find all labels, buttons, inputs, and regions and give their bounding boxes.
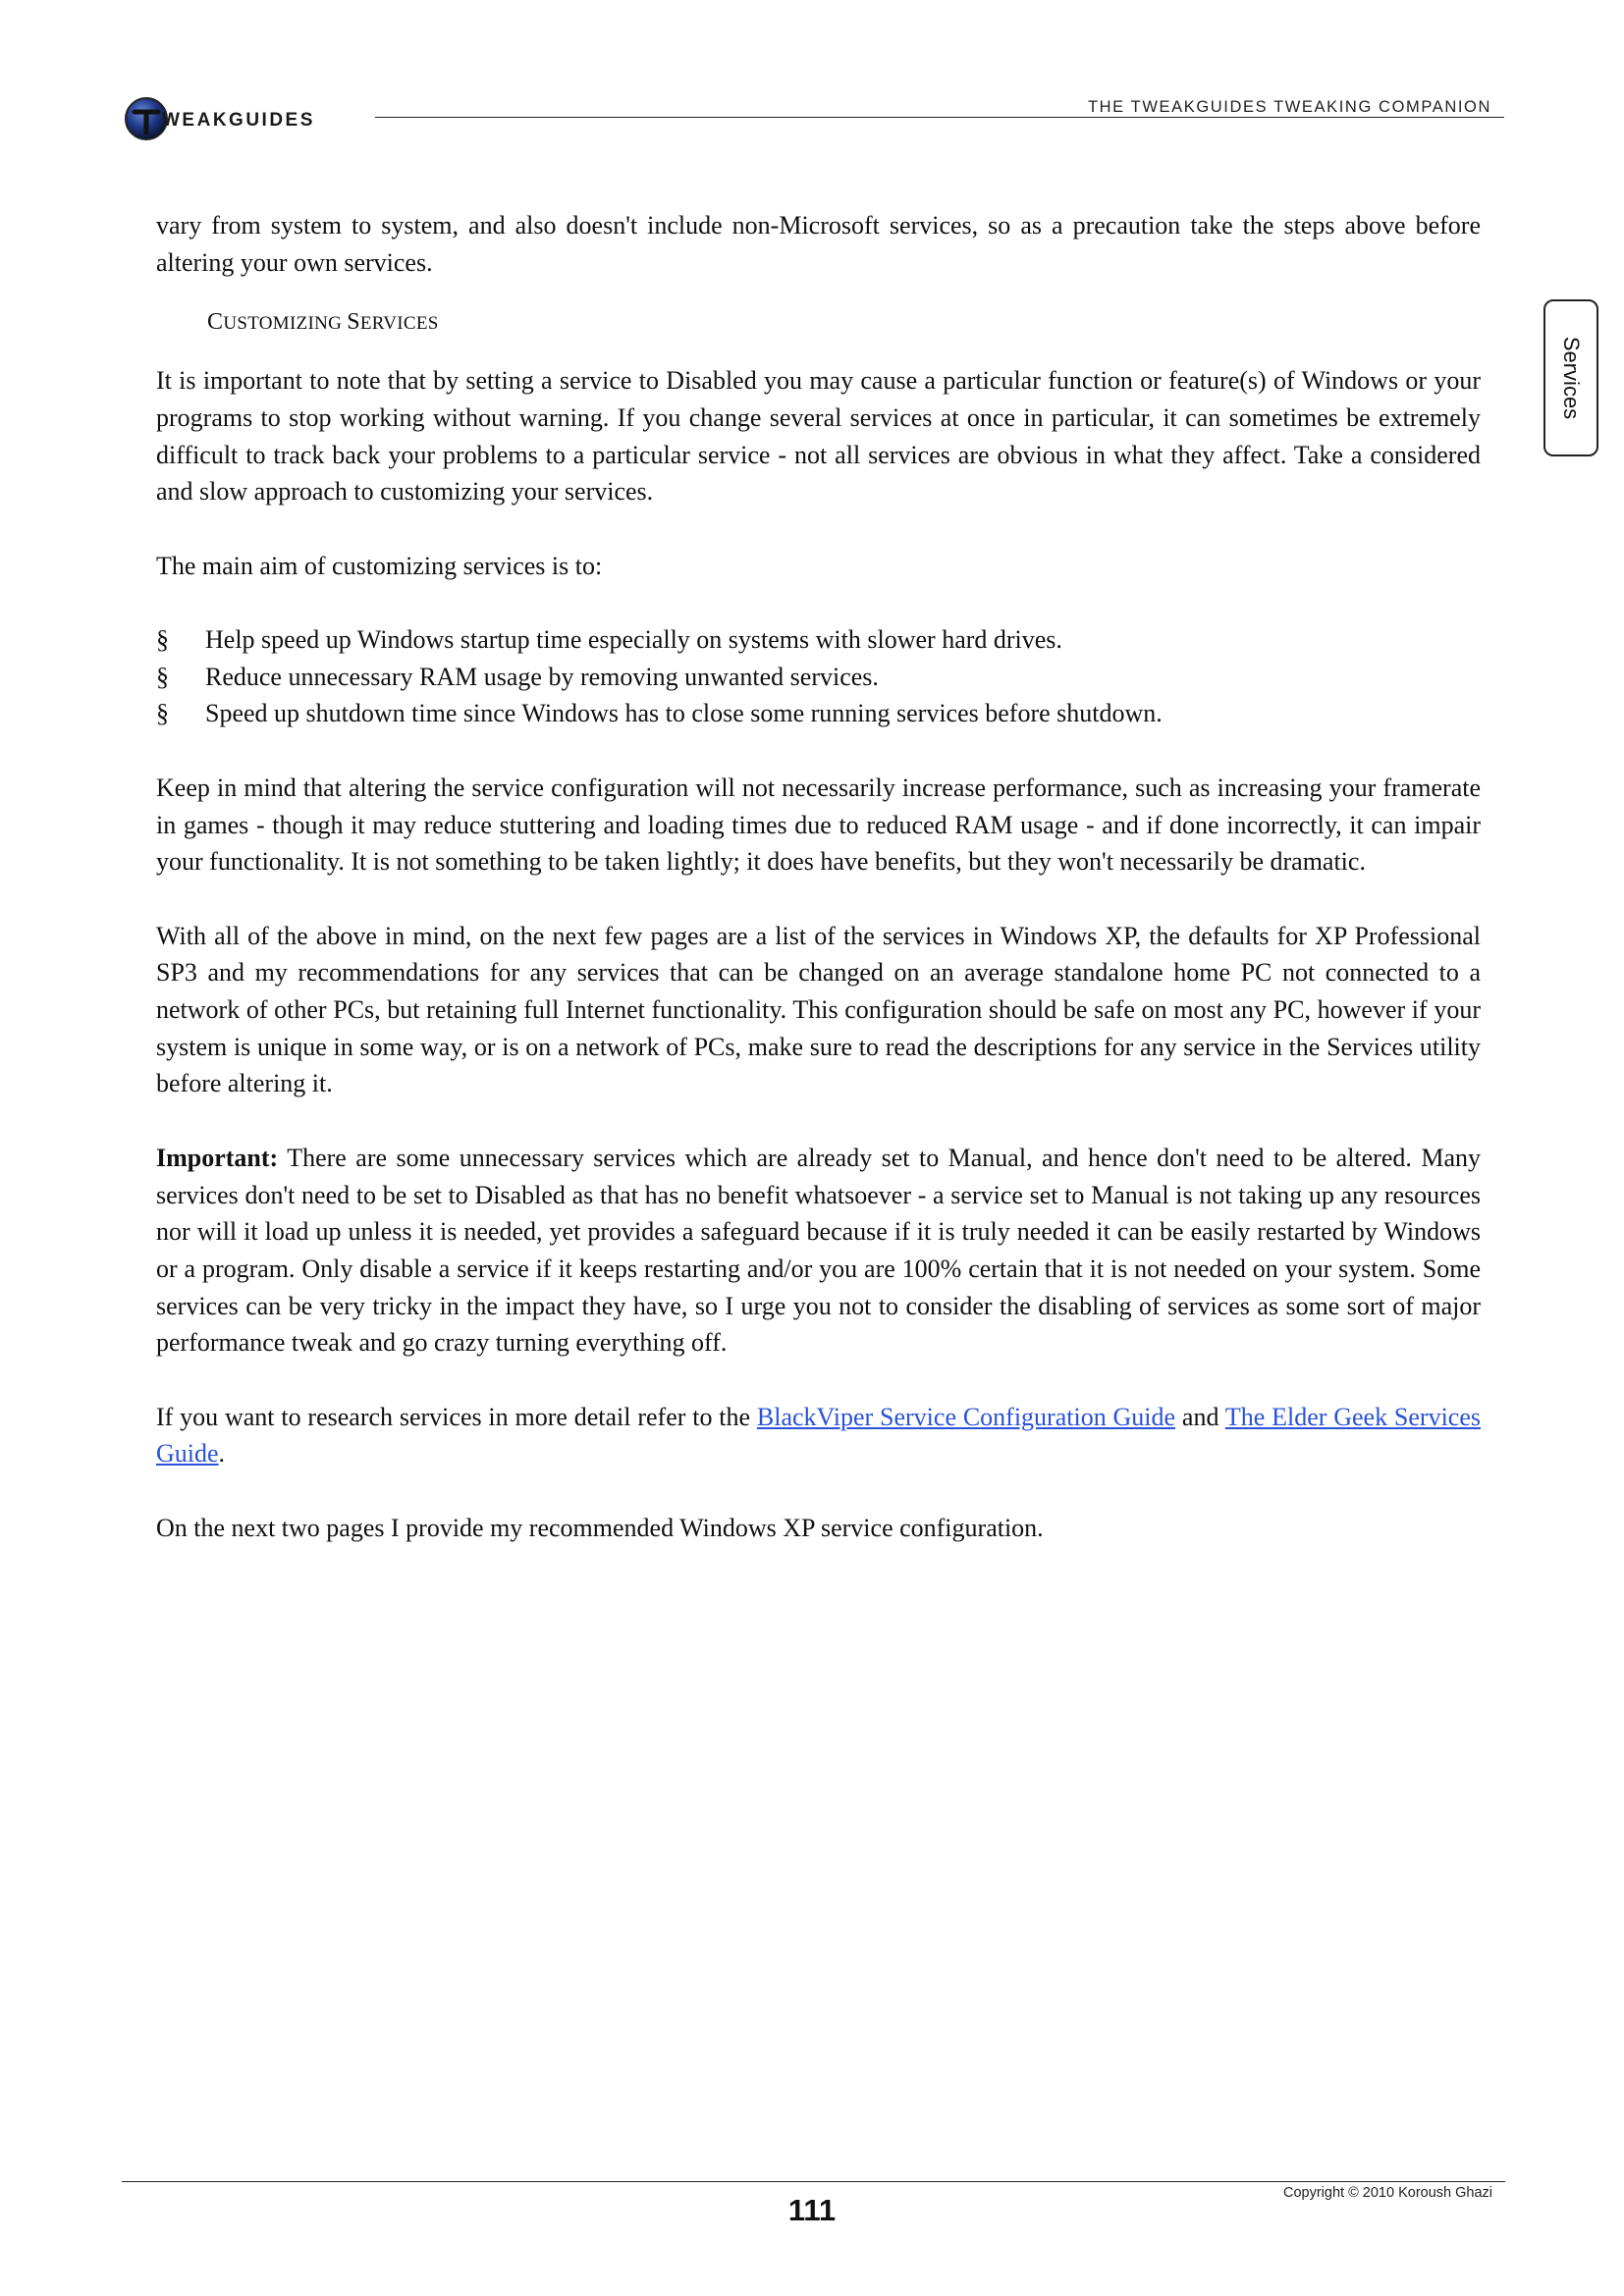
paragraph-keep-in-mind: Keep in mind that altering the service configuration will not necessarily increase performance, such as increasing your framerate in games - though it may reduce stuttering and loading times due to reduced RAM usage - and if done incorrectly, it can impair your functionality. It is not something to be taken lightly; it does have benefits, but they won't necessarily be dramatic.	[156, 773, 1481, 877]
tweakguides-logo	[123, 95, 358, 142]
bullet-mark: §	[156, 625, 169, 654]
header-title: THE TWEAKGUIDES TWEAKING COMPANION	[1087, 98, 1491, 116]
section-tab-label: Services	[1559, 336, 1584, 420]
paragraph-next-pages: On the next two pages I provide my recommended Windows XP service configuration.	[156, 1513, 1044, 1542]
important-label: Important:	[156, 1143, 279, 1172]
paragraph-important: Important: There are some unnecessary services which are already set to Manual, and hence don't need to be altered. Many services don't need to be set to Disabled as that has no benefit whatsoever - a service set to Manual is not taking up any resources nor will it load up unless it is needed, yet provides a safeguard because if it is truly needed it can be easily restarted by Windows or a program. Only disable a service if it keeps restarting and/or you are 100% certain that it is not needed on your system. Some services can be very tricky in the impact they have, so I urge you not to consider the disabling of services as some sort of major performance tweak and go crazy turning everything off.	[156, 1143, 1481, 1358]
page-header	[0, 0, 1624, 157]
bullet-mark: §	[156, 662, 169, 691]
aims-list	[156, 621, 1481, 732]
link-elder-geek-guide[interactable]: The Elder Geek Services Guide	[156, 1402, 1482, 1468]
section-heading: CUSTOMIZING SERVICES	[207, 309, 439, 336]
list-item: § Reduce unnecessary RAM usage by removing unwanted services.	[156, 659, 1481, 696]
copyright-notice: Copyright © 2010 Koroush Ghazi	[1283, 2185, 1492, 2201]
paragraph-research: If you want to research services in more detail refer to the BlackViper Service Configuration Guide and The Elder Geek Services Guide.	[156, 1402, 1482, 1468]
list-item: § Help speed up Windows startup time especially on systems with slower hard drives.	[156, 621, 1481, 659]
paragraph-intro: vary from system to system, and also doesn't include non-Microsoft services, so as a precaution take the steps above before altering your own services.	[156, 211, 1481, 277]
paragraph-warning: It is important to note that by setting a service to Disabled you may cause a particular function or feature(s) of Windows or your programs to stop working without warning. If you change several services at once in particular, it can sometimes be extremely difficult to track back your problems to a particular service - not all services are obvious in what they affect. Take a considered and slow approach to customizing your services.	[156, 366, 1481, 507]
page-number: 111	[787, 2193, 837, 2227]
bullet-mark: §	[156, 699, 169, 728]
link-blackviper-guide[interactable]: BlackViper Service Configuration Guide	[756, 1402, 1176, 1431]
header-rule	[375, 117, 1504, 118]
logo-wordmark: WEAKGUIDES	[162, 110, 315, 131]
list-item: § Speed up shutdown time since Windows has to close some running services before shutdown.	[156, 695, 1481, 732]
footer-rule	[122, 2181, 1505, 2182]
section-tab-services[interactable]	[1543, 299, 1598, 456]
paragraph-service-list: With all of the above in mind, on the next few pages are a list of the services in Windows XP, the defaults for XP Professional SP3 and my recommendations for any services that can be changed on an average standalone home PC not connected to a network of other PCs, but retaining full Internet functionality. This configuration should be safe on most any PC, however if your system is unique in some way, or is on a network of PCs, make sure to read the descriptions for any service in the Services utility before altering it.	[156, 921, 1481, 1098]
paragraph-aim: The main aim of customizing services is to:	[156, 551, 603, 580]
main-content	[156, 207, 1481, 1547]
